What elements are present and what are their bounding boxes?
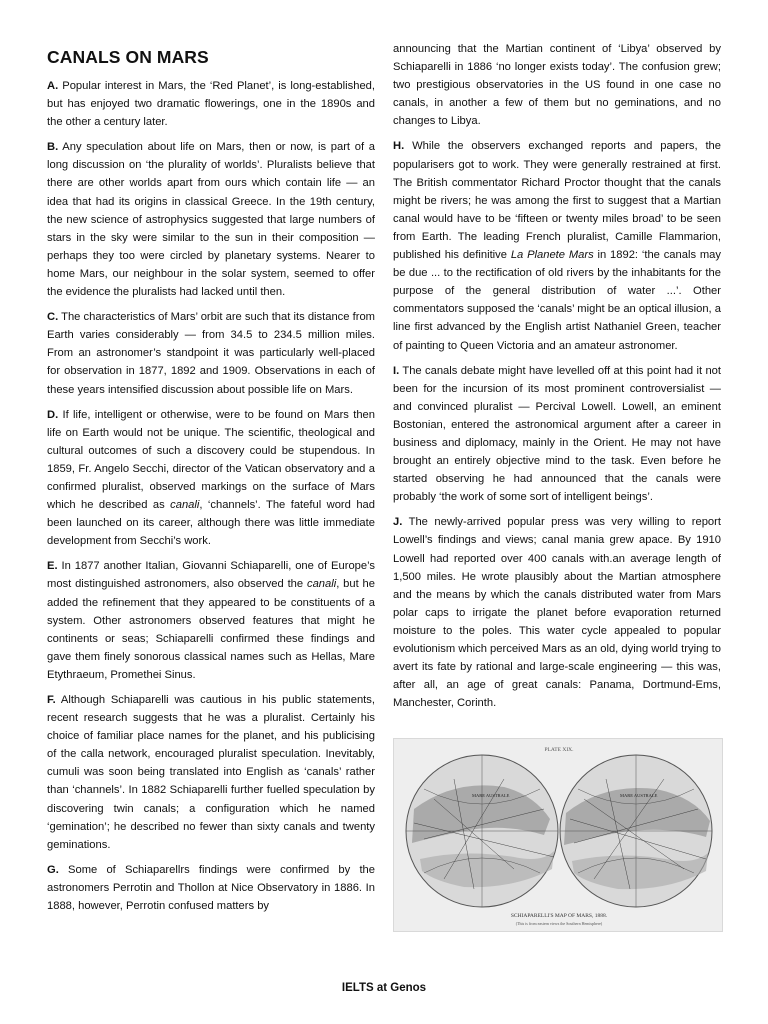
paragraph-text: , but he added the refinement that they appeared to be constituents of a system. Other astronomers observed features that might he continents or seas; Schiaparelli confirmed these findings and gave them finely sonorous classical names such as Hellas, Mare Etythraeum, Promethei Sinus. (47, 578, 375, 681)
paragraph-c (47, 308, 375, 398)
paragraph-text: announcing that the Martian continent of ‘Libya’ observed by Schiaparelli in 1886 ‘no longer exists today’. The confusion grew; two prestigious observatories in the US found in one case no canals, in another a few of them but no geminations, and no changes to Libya. (393, 43, 721, 128)
paragraph-letter: C. (47, 311, 59, 324)
paragraph-text: , ‘channels’. The fateful word had been launched on its career, although there was little immediate development from Secchi’s work. (47, 499, 375, 548)
italic-term: canali (170, 499, 200, 512)
paragraph-letter: B. (47, 141, 59, 154)
article-title: CANALS ON MARS (47, 47, 209, 67)
paragraph-j (393, 513, 721, 712)
paragraph-text: The newly-arrived popular press was very willing to report Lowell’s findings and views; canal mania grew apace. By 1910 Lowell had reported over 400 canals with.an average length of 1,500 miles. He wrote plausibly about the Martian atmosphere and the means by which the canals distributed water from Mars polar caps to irrigate the planet before evaporation returned moisture to the poles. This water cycle appealed to popular evolutionism which perceived Mars as an old, dying world trying to avert its fate by rational and large-scale engineering — this was, after all, an age of great canals: Panama, Dortmund-Ems, Manchester, Corinth. (393, 516, 721, 710)
paragraph-f (47, 691, 375, 854)
plate-label: PLATE XIX. (544, 747, 574, 753)
paragraph-text: Some of Schiaparellrs findings were confirmed by the astronomers Perrotin and Thollon at Nice Observatory in 1886. In 1888, however, Perrotin confused matters by (47, 863, 376, 913)
paragraph-text: While the observers exchanged reports and papers, the popularisers got to work. They were generally restrained at first. The British commentator Richard Proctor thought that the canals might be rivers; he was among the first to suggest that a Martian canal would have to be ‘fifteen or twenty miles broad’ to be seen from Earth. The leading French pluralist, Camille Flammarion, published his definitive (393, 140, 722, 262)
paragraph-b (47, 138, 375, 301)
paragraph-letter: F. (47, 694, 56, 706)
paragraph-a (47, 77, 375, 131)
left-hemisphere (406, 755, 558, 907)
right-hemisphere (560, 755, 712, 907)
paragraph-text: If life, intelligent or otherwise, were to be found on Mars then life on Earth would not be unique. The scientific, theological and cultural outcomes of such a discovery could be stupendous. In 1859, Fr. Angelo Secchi, director of the Vatican observatory and a confirmed pluralist, observed markings on the surface of Mars which he described as (47, 408, 375, 512)
map-subcaption: (This is from eastern views the Southern Hemisphere) (515, 921, 603, 926)
paragraph-h (393, 137, 721, 354)
paragraph-d (47, 406, 375, 551)
paragraph-letter: H. (393, 140, 405, 153)
italic-term: La Planete Mars (510, 249, 594, 262)
paragraph-letter: J. (393, 516, 403, 529)
paragraph-text: The characteristics of Mars’ orbit are such that its distance from Earth varies considerably — from 34.5 to 234.5 million miles. From an astronomer’s standpoint it was particularly well-placed for observation in 1877, 1892 and 1909. Observations in each of these years intensified discussion about possible life on Mars. (47, 311, 375, 396)
page-footer: IELTS at Genos (341, 982, 427, 994)
paragraph-letter: I. (393, 364, 400, 377)
paragraph-text: Popular interest in Mars, the ‘Red Planet’, is long-established, but has enjoyed two dramatic flowerings, one in the 1890s and the other a century later. (47, 80, 375, 129)
paragraph-text: The canals debate might have levelled off at this point had it not been for the incursion of its most prominent controversialist — and convinced pluralist — Percival Lowell. Lowell, an eminent Bostonian, entered the astronomical argument after a career in business and diplomacy, mainly in the Orient. He may not have brought an entirely objective mind to the task. Even before he started observing he had announced that the canals were probably ‘the work of some sort of intelligent beings’. (393, 364, 721, 504)
paragraph-letter: A. (47, 80, 59, 92)
paragraph-text: Although Schiaparelli was cautious in his public statements, recent research suggests that he was a pluralist. Certainly his choice of familiar place names for the planet, and his publicising of the calla network, encouraged pluralist speculation. Inevitably, cumuli was soon being translated into English as ‘canals’ rather than ‘channels’. In 1882 Schiaparelli further fuelled speculation by discovering twin canals; a configuration which he named ‘gemination’; he described no fewer than sixty canals and twenty geminations. (47, 694, 375, 851)
paragraph-letter: G. (47, 863, 59, 876)
paragraph-text: in 1892: ‘the canals may be due ... to the rectification of old rivers by the inhabitants for the purpose of the general distribution of water ...’. Other commentators supposed the ‘canals’ might be an optical illusion, a line first advanced by the English artist Nathaniel Green, teacher of painting to Queen Victoria and an amateur astronomer. (393, 249, 721, 352)
map-region-label: MARE AUSTRALE (620, 793, 658, 798)
paragraph-text: In 1877 another Italian, Giovanni Schiaparelli, one of Europe’s most distinguished astronomers, also observed the (47, 560, 375, 591)
italic-term: canali (306, 578, 337, 591)
paragraph-g-continued (393, 40, 721, 130)
right-column (393, 40, 721, 719)
paragraph-g (47, 861, 375, 915)
mars-map-illustration (394, 739, 722, 931)
schiaparelli-map-figure (393, 738, 723, 932)
left-column (47, 46, 375, 922)
map-region-label: MARE AUSTRALE (472, 793, 510, 798)
map-caption: SCHIAPARELLI'S MAP OF MARS, 1888. (510, 913, 608, 919)
paragraph-e (47, 557, 375, 684)
paragraph-letter: E. (47, 560, 58, 573)
paragraph-i (393, 362, 721, 507)
paragraph-letter: D. (47, 408, 59, 421)
paragraph-text: Any speculation about life on Mars, then or now, is part of a long discussion on ‘the plurality of worlds’. Pluralists believe that there are other worlds apart from ours which contain life — an idea that had its origins in classical Greece. In the 19th century, the new science of astrophysics suggested that large numbers of stars in the sky were similar to the sun in their composition — perhaps they too were circled by planetary systems. Nearer to home Mars, our neighbour in the solar system, seemed to offer the evidence the pluralists had lacked until then. (47, 141, 375, 299)
